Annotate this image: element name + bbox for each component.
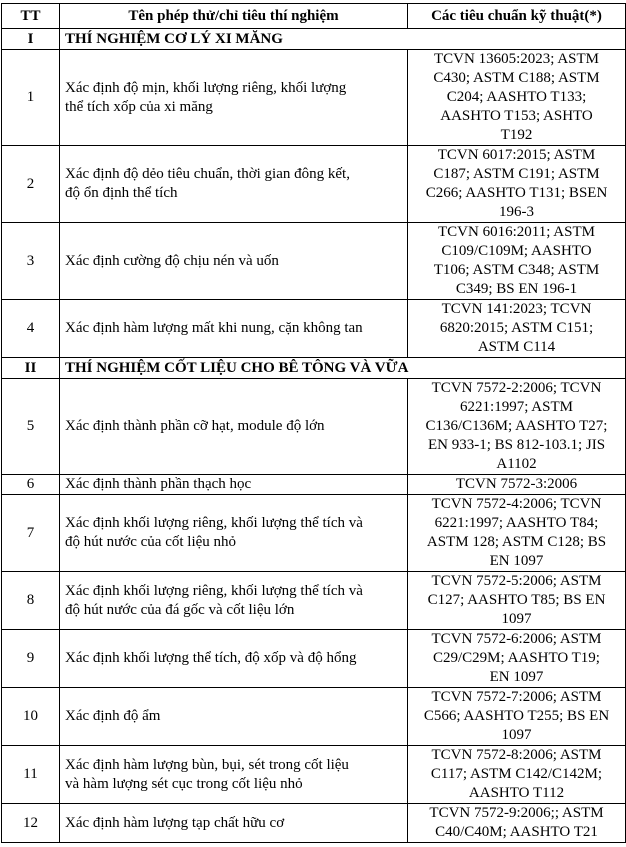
standards-cell	[408, 223, 626, 300]
table-row	[2, 630, 626, 688]
standard-line: 1097	[501, 727, 532, 743]
standards-cell	[408, 50, 626, 146]
standard-line: TCVN 7572-7:2006; ASTM	[431, 689, 602, 705]
section-numeral: II	[2, 358, 60, 379]
standards-cell	[408, 572, 626, 630]
standards-cell	[408, 146, 626, 223]
standard-line: TCVN 6016:2011; ASTM	[438, 224, 595, 240]
standard-line: A1102	[496, 456, 537, 472]
row-number: 2	[2, 146, 60, 223]
standard-line: TCVN 7572-3:2006	[455, 476, 578, 492]
standard-line: C266; AASHTO T131; BSEN	[425, 185, 608, 201]
standard-line: T106; ASTM C348; ASTM	[433, 262, 600, 278]
standard-line: EN 1097	[489, 553, 544, 569]
standard-line: C29/C29M; AASHTO T19;	[433, 650, 600, 666]
test-name-cell	[60, 630, 408, 688]
test-name-line: độ hút nước của cốt liệu nhỏ	[65, 534, 237, 550]
table-row	[2, 746, 626, 804]
test-name-line: và hàm lượng sét cục trong cốt liệu nhỏ	[65, 775, 303, 792]
standards-cell	[408, 300, 626, 358]
table-row	[2, 688, 626, 746]
standard-line: 6820:2015; ASTM C151;	[439, 320, 594, 336]
standard-line: C566; AASHTO T255; BS EN	[423, 708, 610, 724]
standard-line: AASHTO T112	[468, 785, 565, 801]
standards-cell	[408, 630, 626, 688]
standard-line: ASTM C114	[477, 339, 556, 355]
standard-line: TCVN 7572-8:2006; ASTM	[431, 747, 602, 763]
standard-line: 6221:1997; AASHTO T84;	[434, 515, 599, 531]
test-name-cell	[60, 495, 408, 572]
section-title: THÍ NGHIỆM CỐT LIỆU CHO BÊ TÔNG VÀ VỮA	[60, 358, 626, 379]
standard-line: 1097	[501, 611, 532, 627]
standard-line: C430; ASTM C188; ASTM	[433, 70, 600, 86]
table-row	[2, 300, 626, 358]
test-name-cell	[60, 300, 408, 358]
standard-line: 196-3	[499, 204, 534, 220]
test-name-line: thể tích xốp của xi măng	[65, 98, 213, 115]
table-row	[2, 50, 626, 146]
table-row	[2, 475, 626, 495]
standards-cell	[408, 495, 626, 572]
row-number: 9	[2, 630, 60, 688]
table-row	[2, 495, 626, 572]
standards-cell	[408, 746, 626, 804]
row-number: 11	[2, 746, 60, 804]
test-standards-table	[1, 3, 626, 843]
test-name-cell	[60, 379, 408, 475]
standard-line: TCVN 7572-9:2006;; ASTM	[429, 805, 604, 821]
test-name-line: Xác định độ ẩm	[65, 708, 161, 724]
row-number: 3	[2, 223, 60, 300]
standard-line: EN 933-1; BS 812-103.1; JIS	[427, 437, 606, 453]
standards-cell	[408, 688, 626, 746]
standard-line: C136/C136M; AASHTO T27;	[425, 418, 608, 434]
test-name-line: độ ổn định thể tích	[65, 185, 178, 201]
standards-cell	[408, 804, 626, 843]
standard-line: C127; AASHTO T85; BS EN	[427, 592, 606, 608]
standard-line: C187; ASTM C191; ASTM	[433, 166, 600, 182]
standard-line: TCVN 13605:2023; ASTM	[433, 51, 599, 67]
test-name-line: Xác định thành phần thạch học	[65, 476, 252, 492]
test-name-line: Xác định độ mịn, khối lượng riêng, khối lượng	[65, 79, 347, 96]
section-row	[2, 358, 626, 379]
table-row	[2, 146, 626, 223]
row-number: 6	[2, 475, 60, 495]
test-name-line: Xác định khối lượng riêng, khối lượng thể tích và	[65, 582, 363, 599]
table-row	[2, 379, 626, 475]
test-name-line: Xác định hàm lượng mất khi nung, cặn không tan	[65, 320, 363, 336]
test-name-line: độ hút nước của đá gốc và cốt liệu lớn	[65, 601, 295, 618]
standard-line: TCVN 6017:2015; ASTM	[437, 147, 596, 163]
test-name-line: Xác định khối lượng thể tích, độ xốp và độ hổng	[65, 650, 357, 666]
test-name-cell	[60, 572, 408, 630]
standard-line: TCVN 7572-4:2006; TCVN	[431, 496, 602, 512]
standard-line: TCVN 7572-6:2006; ASTM	[431, 631, 602, 647]
table-body	[2, 29, 626, 843]
standard-line: TCVN 7572-5:2006; ASTM	[431, 573, 602, 589]
test-name-line: Xác định hàm lượng bùn, bụi, sét trong cốt liệu	[65, 756, 349, 773]
test-name-line: Xác định hàm lượng tạp chất hữu cơ	[65, 814, 285, 831]
test-name-cell	[60, 223, 408, 300]
standard-line: ASTM 128; ASTM C128; BS	[426, 534, 607, 550]
section-title: THÍ NGHIỆM CƠ LÝ XI MĂNG	[60, 29, 626, 50]
standard-line: C40/C40M; AASHTO T21	[435, 824, 598, 840]
test-name-cell	[60, 475, 408, 495]
section-row	[2, 29, 626, 50]
table-row	[2, 572, 626, 630]
standard-line: C109/C109M; AASHTO	[441, 243, 592, 259]
test-name-line: Xác định độ dẻo tiêu chuẩn, thời gian đông kết,	[65, 166, 350, 182]
standard-line: EN 1097	[489, 669, 544, 685]
standard-line: C204; AASHTO T133;	[446, 89, 587, 105]
header-tt: TT	[2, 4, 60, 29]
row-number: 4	[2, 300, 60, 358]
header-test-name: Tên phép thử/chỉ tiêu thí nghiệm	[60, 4, 408, 29]
standard-line: 6221:1997; ASTM	[460, 399, 573, 415]
test-name-cell	[60, 688, 408, 746]
standard-line: T192	[500, 127, 533, 143]
test-name-line: Xác định thành phần cỡ hạt, module độ lớn	[65, 418, 325, 434]
table-row	[2, 804, 626, 843]
section-numeral: I	[2, 29, 60, 50]
standard-line: TCVN 7572-2:2006; TCVN	[431, 380, 602, 396]
row-number: 5	[2, 379, 60, 475]
standard-line: C349; BS EN 196-1	[455, 281, 578, 297]
test-name-cell	[60, 50, 408, 146]
standards-cell	[408, 379, 626, 475]
test-name-cell	[60, 746, 408, 804]
standard-line: TCVN 141:2023; TCVN	[441, 301, 592, 317]
table-header	[2, 4, 626, 29]
test-name-cell	[60, 804, 408, 843]
row-number: 8	[2, 572, 60, 630]
table-row	[2, 223, 626, 300]
test-name-line: Xác định khối lượng riêng, khối lượng thể tích và	[65, 515, 363, 531]
header-row	[2, 4, 626, 29]
standards-cell	[408, 475, 626, 495]
standard-line: C117; ASTM C142/C142M;	[430, 766, 603, 782]
test-name-cell	[60, 146, 408, 223]
test-name-line: Xác định cường độ chịu nén và uốn	[65, 252, 279, 269]
row-number: 12	[2, 804, 60, 843]
row-number: 7	[2, 495, 60, 572]
standard-line: AASHTO T153; ASHTO	[440, 108, 593, 124]
row-number: 10	[2, 688, 60, 746]
row-number: 1	[2, 50, 60, 146]
header-standards: Các tiêu chuẩn kỹ thuật(*)	[408, 4, 626, 29]
